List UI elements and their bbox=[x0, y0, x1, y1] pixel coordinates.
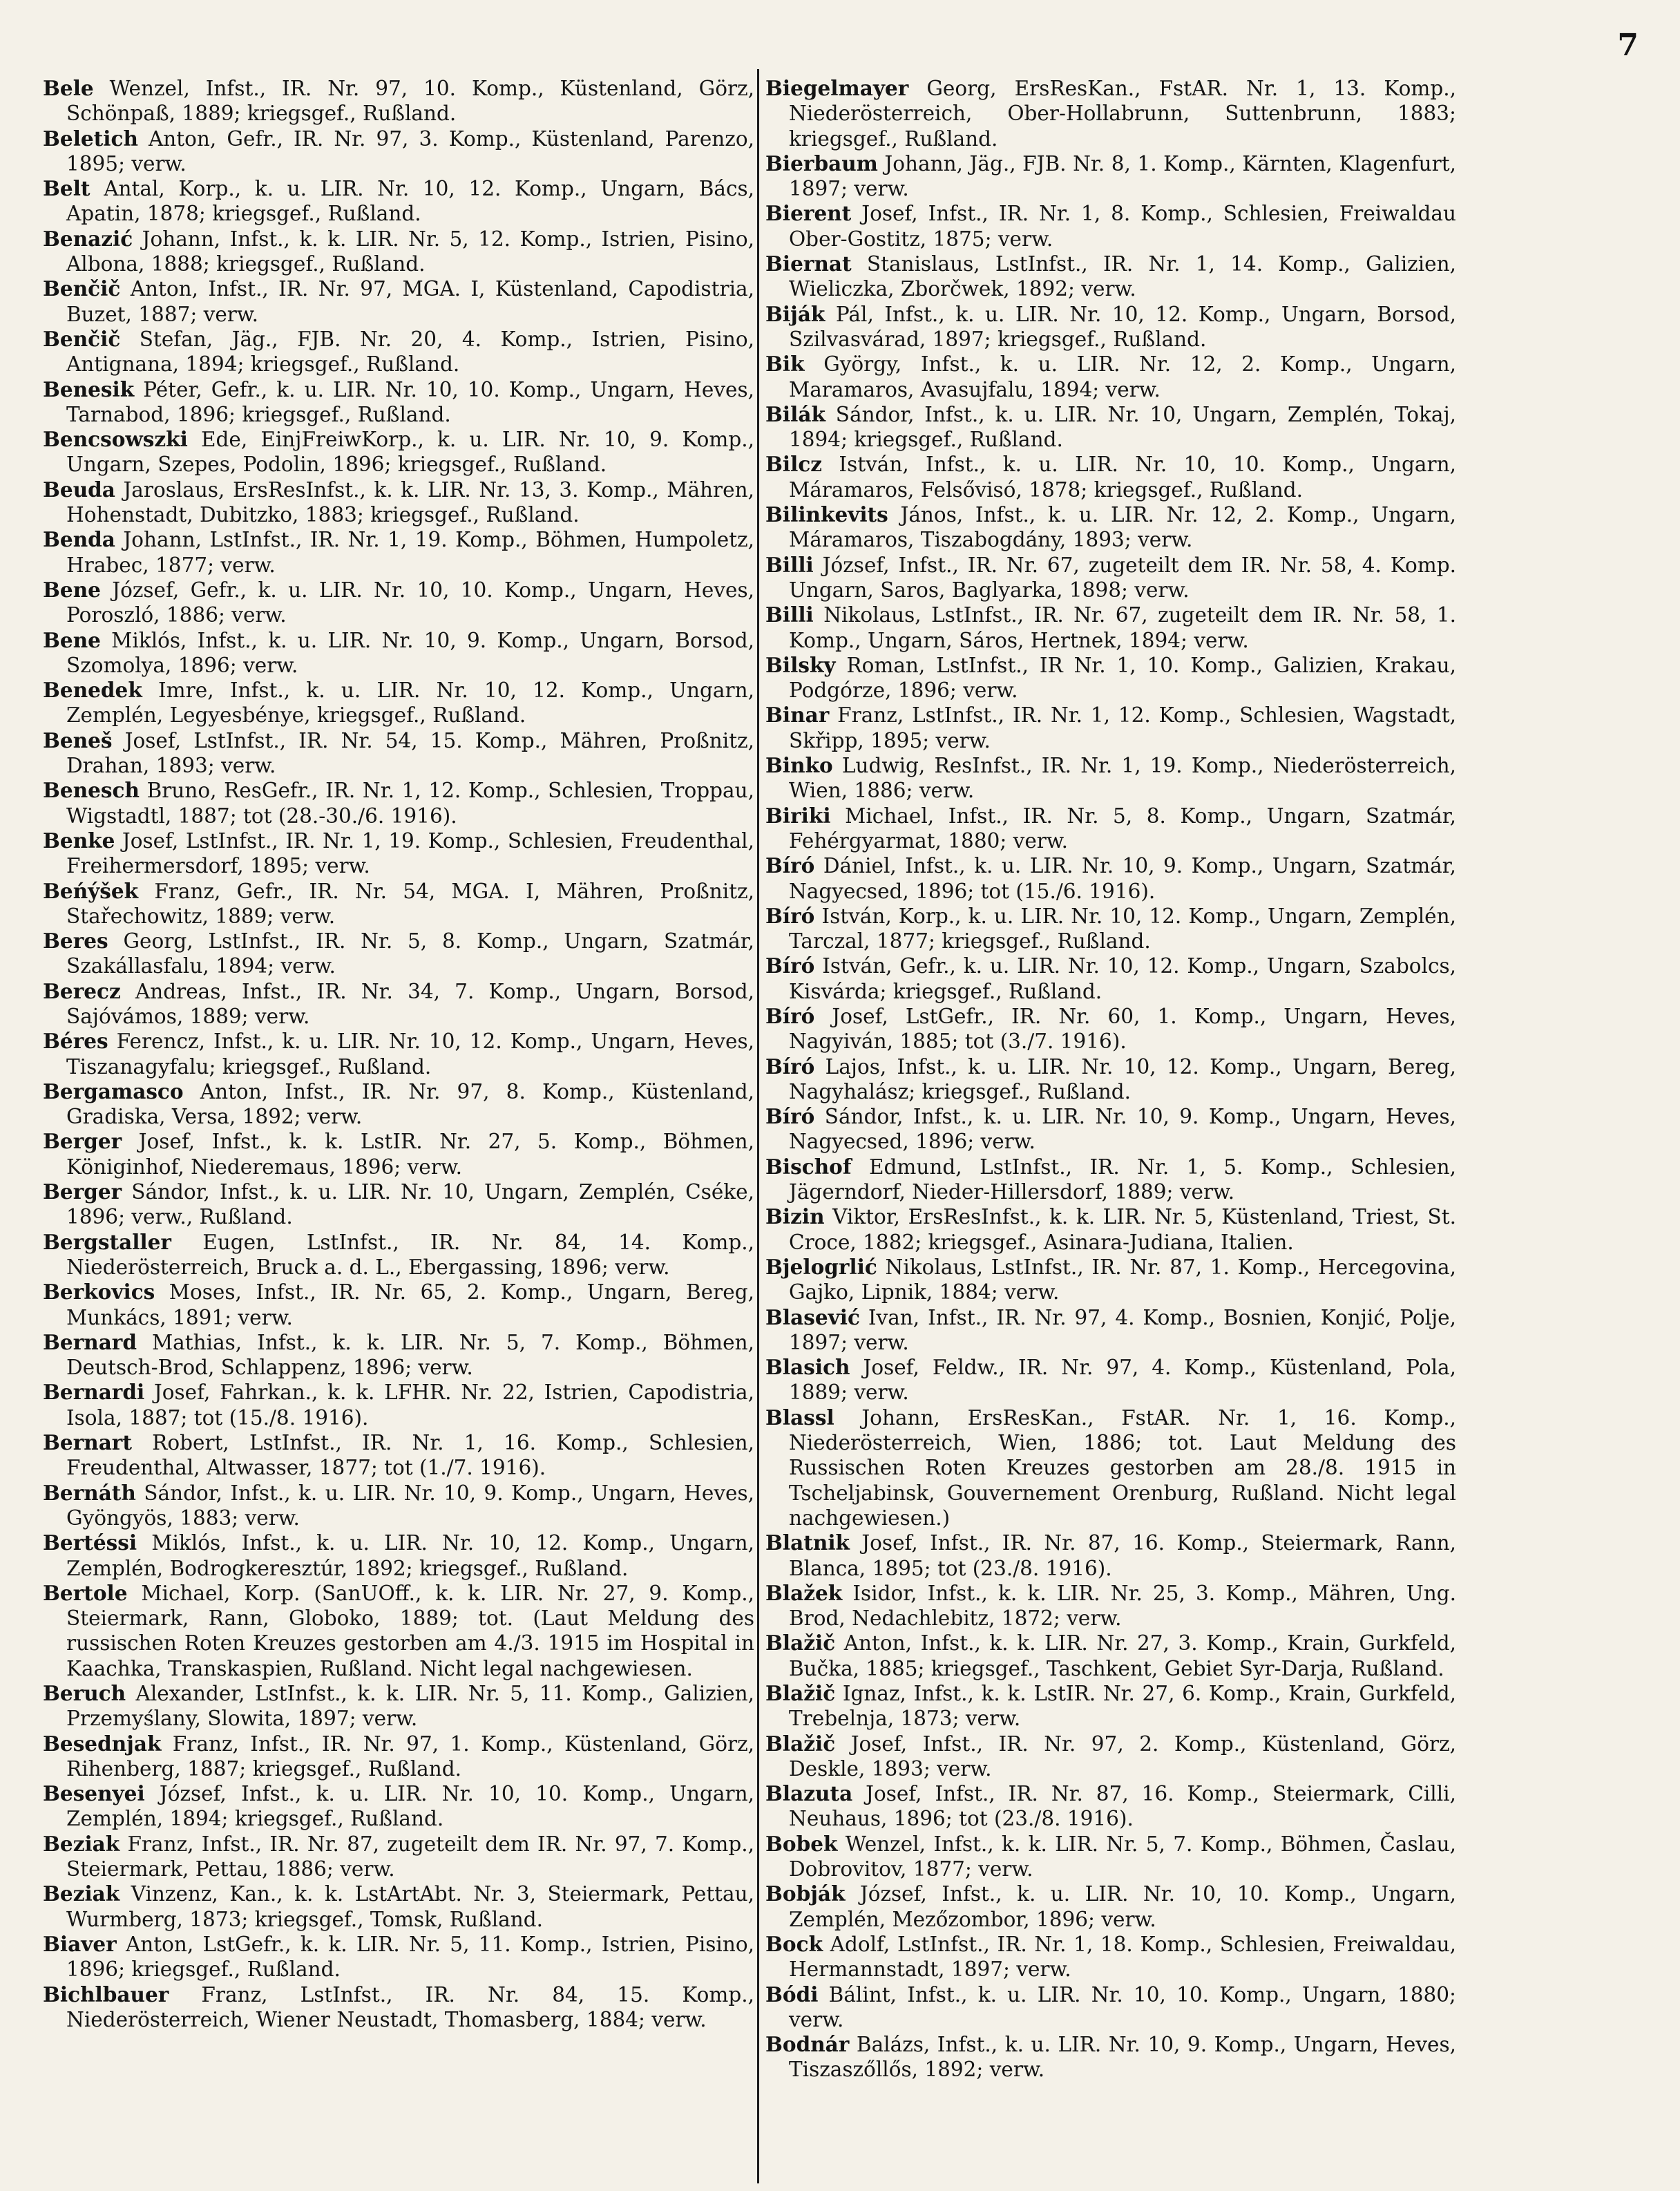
entry-surname: Bilinkevits bbox=[765, 502, 888, 527]
register-entry bbox=[765, 1204, 1456, 1255]
entry-details: Edmund, LstInfst., IR. Nr. 1, 5. Komp., Schlesien, Jägerndorf, Nieder-Hillersdorf, 1889; verw. bbox=[789, 1155, 1456, 1204]
entry-surname: Bencsowszki bbox=[43, 427, 188, 452]
register-entry bbox=[765, 452, 1456, 502]
register-entry bbox=[43, 1481, 754, 1531]
register-entry bbox=[765, 1004, 1456, 1054]
entry-surname: Bíró bbox=[765, 1003, 815, 1028]
register-entry bbox=[43, 126, 754, 177]
register-entry bbox=[43, 1881, 754, 1932]
entry-surname: Benda bbox=[43, 527, 115, 552]
entry-surname: Bene bbox=[43, 627, 101, 652]
entry-details: Ferencz, Infst., k. u. LIR. Nr. 10, 12. Komp., Ungarn, Heves, Tiszanagyfalu; kriegsgef., Rußland. bbox=[66, 1030, 754, 1079]
register-entry bbox=[765, 402, 1456, 453]
entry-details: Andreas, Infst., IR. Nr. 34, 7. Komp., Ungarn, Borsod, Sajóvámos, 1889; verw. bbox=[66, 979, 754, 1028]
entry-details: Imre, Infst., k. u. LIR. Nr. 10, 12. Komp., Ungarn, Zemplén, Legyesbénye, kriegsgef., Rußland. bbox=[66, 679, 754, 728]
entry-surname: Besednjak bbox=[43, 1731, 162, 1756]
entry-details: Moses, Infst., IR. Nr. 65, 2. Komp., Ungarn, Bereg, Munkács, 1891; verw. bbox=[66, 1280, 754, 1329]
entry-details: Stanislaus, LstInfst., IR. Nr. 1, 14. Komp., Galizien, Wieliczka, Zborčwek, 1892; verw. bbox=[789, 252, 1456, 301]
entry-details: József, Gefr., k. u. LIR. Nr. 10, 10. Komp., Ungarn, Heves, Poroszló, 1886; verw. bbox=[66, 578, 754, 627]
entry-details: Johann, LstInfst., IR. Nr. 1, 19. Komp., Böhmen, Humpoletz, Hrabec, 1877; verw. bbox=[66, 528, 754, 577]
entry-details: Georg, LstInfst., IR. Nr. 5, 8. Komp., Ungarn, Szatmár, Szakállasfalu, 1894; verw. bbox=[66, 929, 754, 978]
entry-details: Johann, Jäg., FJB. Nr. 8, 1. Komp., Kärnten, Klagenfurt, 1897; verw. bbox=[789, 151, 1456, 201]
entry-details: Eugen, LstInfst., IR. Nr. 84, 14. Komp., Niederösterreich, Bruck a. d. L., Ebergassing, 1896; verw. bbox=[66, 1230, 754, 1279]
entry-surname: Beuda bbox=[43, 477, 115, 502]
entry-details: Anton, LstGefr., k. k. LIR. Nr. 5, 11. Komp., Istrien, Pisino, 1896; kriegsgef., Rußland. bbox=[66, 1932, 754, 1982]
entry-details: Roman, LstInfst., IR Nr. 1, 10. Komp., Galizien, Krakau, Podgórze, 1896; verw. bbox=[789, 653, 1456, 703]
entry-surname: Beziak bbox=[43, 1831, 120, 1856]
entry-surname: Blatnik bbox=[765, 1530, 850, 1555]
register-entry bbox=[765, 201, 1456, 252]
entry-details: Josef, Infst., k. k. LstIR. Nr. 27, 5. Komp., Böhmen, Königinhof, Niederemaus, 1896; verw. bbox=[66, 1130, 754, 1179]
entry-details: József, Infst., k. u. LIR. Nr. 10, 10. Komp., Ungarn, Zemplén, Mezőzombor, 1896; verw. bbox=[789, 1882, 1456, 1931]
register-entry bbox=[43, 1079, 754, 1130]
entry-surname: Blažič bbox=[765, 1681, 836, 1705]
entry-details: Josef, Fahrkan., k. k. LFHR. Nr. 22, Istrien, Capodistria, Isola, 1887; tot (15./8. 1916). bbox=[66, 1381, 754, 1430]
register-entry bbox=[43, 1581, 754, 1681]
entry-surname: Bernardi bbox=[43, 1380, 145, 1405]
page-number: 7 bbox=[1617, 28, 1639, 63]
register-entry bbox=[43, 578, 754, 628]
entry-details: Mathias, Infst., k. k. LIR. Nr. 5, 7. Komp., Böhmen, Deutsch-Brod, Schlappenz, 1896; verw. bbox=[66, 1330, 754, 1380]
entry-details: Jaroslaus, ErsResInfst., k. k. LIR. Nr. 13, 3. Komp., Mähren, Hohenstadt, Dubitzko, 1883; kriegsgef., Rußland. bbox=[66, 477, 754, 527]
entry-surname: Biják bbox=[765, 301, 825, 326]
register-entry bbox=[43, 1129, 754, 1179]
register-entry bbox=[43, 1330, 754, 1381]
register-entry bbox=[765, 1932, 1456, 1982]
entry-surname: Bik bbox=[765, 352, 805, 377]
register-entry bbox=[765, 502, 1456, 553]
entry-surname: Blasević bbox=[765, 1305, 860, 1329]
entry-surname: Beneš bbox=[43, 728, 113, 752]
entry-surname: Bernáth bbox=[43, 1480, 136, 1505]
entry-surname: Bertéssi bbox=[43, 1530, 137, 1555]
entry-surname: Bierent bbox=[765, 201, 852, 226]
register-entry bbox=[765, 804, 1456, 854]
entry-surname: Benazić bbox=[43, 226, 133, 251]
register-entry bbox=[43, 1179, 754, 1230]
register-entry bbox=[765, 1631, 1456, 1681]
entry-surname: Biernat bbox=[765, 252, 852, 276]
entry-details: Michael, Infst., IR. Nr. 5, 8. Komp., Ungarn, Szatmár, Fehérgyarmat, 1880; verw. bbox=[789, 804, 1456, 853]
entry-surname: Berger bbox=[43, 1179, 122, 1204]
entry-surname: Bilák bbox=[765, 401, 825, 426]
register-entry bbox=[765, 252, 1456, 302]
register-entry bbox=[43, 1781, 754, 1832]
register-entry bbox=[765, 1054, 1456, 1105]
register-entry bbox=[765, 302, 1456, 352]
entry-details: Wenzel, Infst., IR. Nr. 97, 10. Komp., Küstenland, Görz, Schönpaß, 1889; kriegsgef., Rußland. bbox=[66, 77, 754, 126]
entry-surname: Blažič bbox=[765, 1731, 836, 1756]
entry-details: Miklós, Infst., k. u. LIR. Nr. 10, 9. Komp., Ungarn, Borsod, Szomolya, 1896; verw. bbox=[66, 628, 754, 677]
entry-details: Anton, Gefr., IR. Nr. 97, 3. Komp., Küstenland, Parenzo, 1895; verw. bbox=[66, 126, 754, 176]
entry-details: Stefan, Jäg., FJB. Nr. 20, 4. Komp., Istrien, Pisino, Antignana, 1894; kriegsgef., Rußland. bbox=[66, 327, 754, 377]
register-entry bbox=[765, 1881, 1456, 1932]
left-column bbox=[43, 76, 754, 2176]
entry-details: Péter, Gefr., k. u. LIR. Nr. 10, 10. Komp., Ungarn, Heves, Tarnabod, 1896; kriegsgef., Rußland. bbox=[66, 377, 754, 426]
register-entry bbox=[765, 853, 1456, 904]
entry-surname: Bernard bbox=[43, 1329, 137, 1354]
entry-details: Sándor, Infst., k. u. LIR. Nr. 10, Ungarn, Zemplén, Cséke, 1896; verw., Rußland. bbox=[66, 1180, 754, 1229]
entry-surname: Beres bbox=[43, 929, 108, 954]
register-entry bbox=[43, 728, 754, 779]
entry-surname: Bergstaller bbox=[43, 1229, 171, 1254]
entry-details: Bruno, ResGefr., IR. Nr. 1, 12. Komp., Schlesien, Troppau, Wigstadtl, 1887; tot (28.-30./6. 1916). bbox=[66, 779, 754, 828]
register-entry bbox=[765, 1405, 1456, 1530]
register-entry bbox=[43, 828, 754, 879]
entry-details: Josef, Feldw., IR. Nr. 97, 4. Komp., Küstenland, Pola, 1889; verw. bbox=[789, 1356, 1456, 1405]
register-entry bbox=[43, 1380, 754, 1430]
entry-surname: Besenyei bbox=[43, 1781, 145, 1806]
column-divider bbox=[757, 69, 759, 2183]
entry-details: József, Infst., k. u. LIR. Nr. 10, 10. Komp., Ungarn, Zemplén, 1894; kriegsgef., Rußland. bbox=[66, 1782, 754, 1831]
entry-details: Wenzel, Infst., k. k. LIR. Nr. 5, 7. Komp., Böhmen, Časlau, Dobrovitov, 1877; verw. bbox=[789, 1832, 1456, 1881]
entry-details: Alexander, LstInfst., k. k. LIR. Nr. 5, 11. Komp., Galizien, Przemyślany, Slowita, 1897; verw. bbox=[66, 1682, 754, 1731]
register-entry bbox=[43, 1732, 754, 1782]
entry-details: Ignaz, Infst., k. k. LstIR. Nr. 27, 6. Komp., Krain, Gurkfeld, Trebelnja, 1873; verw. bbox=[789, 1682, 1456, 1731]
register-entry bbox=[765, 753, 1456, 804]
entry-details: Franz, Infst., IR. Nr. 97, 1. Komp., Küstenland, Görz, Rihenberg, 1887; kriegsgef., Rußland. bbox=[66, 1732, 754, 1781]
register-entry bbox=[765, 2032, 1456, 2083]
register-entry bbox=[43, 1530, 754, 1581]
entry-surname: Beziak bbox=[43, 1881, 120, 1906]
entry-surname: Blassl bbox=[765, 1405, 834, 1430]
entry-surname: Bódi bbox=[765, 1982, 819, 2007]
entry-details: Josef, Infst., IR. Nr. 97, 2. Komp., Küstenland, Görz, Deskle, 1893; verw. bbox=[789, 1732, 1456, 1781]
entry-surname: Bertole bbox=[43, 1580, 128, 1605]
register-entry bbox=[43, 1029, 754, 1079]
entry-details: Dániel, Infst., k. u. LIR. Nr. 10, 9. Komp., Ungarn, Szatmár, Nagyecsed, 1896; tot (15./6. 1916). bbox=[789, 854, 1456, 903]
entry-details: Pál, Infst., k. u. LIR. Nr. 10, 12. Komp., Ungarn, Borsod, Szilvasvárad, 1897; kriegsgef., Rußland. bbox=[789, 302, 1456, 351]
register-entry bbox=[43, 1832, 754, 1882]
register-entry bbox=[43, 477, 754, 528]
entry-surname: Bergamasco bbox=[43, 1079, 184, 1103]
register-entry bbox=[43, 1230, 754, 1280]
entry-details: Ede, EinjFreiwKorp., k. u. LIR. Nr. 10, 9. Komp., Ungarn, Szepes, Podolin, 1896; kriegsgef., Rußland. bbox=[66, 428, 754, 477]
entry-surname: Binar bbox=[765, 703, 830, 728]
register-entry bbox=[43, 176, 754, 227]
entry-surname: Biriki bbox=[765, 803, 831, 828]
entry-surname: Binko bbox=[765, 753, 833, 778]
entry-surname: Bodnár bbox=[765, 2032, 850, 2057]
entry-surname: Benesik bbox=[43, 377, 135, 401]
register-entry bbox=[43, 979, 754, 1030]
register-entry bbox=[43, 778, 754, 828]
register-entry bbox=[765, 1832, 1456, 1882]
entry-surname: Bíró bbox=[765, 954, 815, 978]
entry-surname: Bierbaum bbox=[765, 151, 878, 176]
entry-surname: Beńýšek bbox=[43, 878, 139, 903]
entry-details: Sándor, Infst., k. u. LIR. Nr. 10, 9. Komp., Ungarn, Heves, Gyöngyös, 1883; verw. bbox=[66, 1481, 754, 1530]
entry-surname: Bobják bbox=[765, 1881, 846, 1906]
entry-details: Josef, LstGefr., IR. Nr. 60, 1. Komp., Ungarn, Heves, Nagyiván, 1885; tot (3./7. 1916). bbox=[789, 1004, 1456, 1054]
entry-details: Bálint, Infst., k. u. LIR. Nr. 10, 10. Komp., Ungarn, 1880; verw. bbox=[789, 1982, 1456, 2031]
entry-details: Anton, Infst., IR. Nr. 97, 8. Komp., Küstenland, Gradiska, Versa, 1892; verw. bbox=[66, 1079, 754, 1129]
register-entry bbox=[43, 427, 754, 477]
register-entry bbox=[765, 151, 1456, 202]
entry-details: István, Infst., k. u. LIR. Nr. 10, 10. Komp., Ungarn, Máramaros, Felsővisó, 1878; kriegsgef., Rußland. bbox=[789, 453, 1456, 502]
register-entry bbox=[765, 954, 1456, 1004]
entry-surname: Beletich bbox=[43, 126, 138, 151]
register-entry bbox=[43, 377, 754, 428]
entry-details: Michael, Korp. (SanUOff., k. k. LIR. Nr. 27, 9. Komp., Steiermark, Rann, Globoko, 1889; tot. (Laut Meldung des russischen Roten Kreuzes gestorben am 4./3. 1915 im Hospital in Kaachka, Transkaspien, Rußland. Nicht legal nachgewiesen. bbox=[66, 1581, 754, 1680]
entry-details: Miklós, Infst., k. u. LIR. Nr. 10, 12. Komp., Ungarn, Zemplén, Bodrogkeresztúr, 1892; kriegsgef., Rußland. bbox=[66, 1531, 754, 1580]
entry-surname: Bíró bbox=[765, 1054, 815, 1079]
register-entry bbox=[43, 76, 754, 126]
register-entry bbox=[43, 327, 754, 377]
entry-surname: Bizin bbox=[765, 1204, 825, 1229]
entry-surname: Benke bbox=[43, 828, 115, 853]
entry-surname: Bjelogrlić bbox=[765, 1254, 877, 1279]
entry-surname: Benesch bbox=[43, 778, 140, 803]
right-column bbox=[765, 76, 1456, 2176]
register-entry bbox=[43, 879, 754, 929]
entry-surname: Berger bbox=[43, 1129, 122, 1154]
entry-details: Franz, Gefr., IR. Nr. 54, MGA. I, Mähren, Proßnitz, Stařechowitz, 1889; verw. bbox=[66, 879, 754, 928]
entry-details: Nikolaus, LstInfst., IR. Nr. 87, 1. Komp., Hercegovina, Gajko, Lipnik, 1884; verw. bbox=[789, 1255, 1456, 1305]
entry-details: Josef, LstInfst., IR. Nr. 1, 19. Komp., Schlesien, Freudenthal, Freihermersdorf, 1895; verw. bbox=[66, 828, 754, 878]
register-entry bbox=[43, 628, 754, 679]
entry-details: Georg, ErsResKan., FstAR. Nr. 1, 13. Komp., Niederösterreich, Ober-Hollabrunn, Suttenbrunn, 1883; kriegsgef., Rußland. bbox=[789, 77, 1456, 151]
entry-surname: Bilcz bbox=[765, 452, 823, 477]
entry-surname: Biegelmayer bbox=[765, 76, 909, 100]
register-entry bbox=[765, 603, 1456, 653]
entry-surname: Blažek bbox=[765, 1580, 843, 1605]
register-entry bbox=[43, 1280, 754, 1330]
entry-details: Ivan, Infst., IR. Nr. 97, 4. Komp., Bosnien, Konjić, Polje, 1897; verw. bbox=[789, 1305, 1456, 1354]
entry-surname: Blažič bbox=[765, 1631, 836, 1656]
register-entry bbox=[765, 352, 1456, 402]
entry-surname: Benedek bbox=[43, 678, 142, 703]
entry-surname: Berecz bbox=[43, 978, 121, 1003]
entry-surname: Bíró bbox=[765, 903, 815, 928]
entry-details: Balázs, Infst., k. u. LIR. Nr. 10, 9. Komp., Ungarn, Heves, Tiszaszőllős, 1892; verw. bbox=[789, 2033, 1456, 2082]
entry-surname: Bichlbauer bbox=[43, 1982, 169, 2007]
entry-surname: Berkovics bbox=[43, 1280, 155, 1305]
register-entry bbox=[43, 276, 754, 327]
register-entry bbox=[765, 904, 1456, 954]
register-entry bbox=[43, 929, 754, 979]
register-entry bbox=[765, 1255, 1456, 1305]
register-entry bbox=[765, 1781, 1456, 1832]
entry-details: Vinzenz, Kan., k. k. LstArtAbt. Nr. 3, Steiermark, Pettau, Wurmberg, 1873; kriegsgef., Tomsk, Rußland. bbox=[66, 1882, 754, 1931]
register-entry bbox=[765, 76, 1456, 151]
entry-details: Anton, Infst., IR. Nr. 97, MGA. I, Küstenland, Capodistria, Buzet, 1887; verw. bbox=[66, 277, 754, 326]
entry-details: Isidor, Infst., k. k. LIR. Nr. 25, 3. Komp., Mähren, Ung. Brod, Nedachlebitz, 1872; verw. bbox=[789, 1581, 1456, 1631]
entry-details: Johann, ErsResKan., FstAR. Nr. 1, 16. Komp., Niederösterreich, Wien, 1886; tot. Laut Meldung des Russischen Roten Kreuzes gestorben am 28./8. 1915 in Tscheljabinsk, Gouvernement Orenburg, Rußland. Nicht legal nachgewiesen.) bbox=[789, 1405, 1456, 1530]
register-entry bbox=[43, 1932, 754, 1982]
entry-surname: Billi bbox=[765, 552, 814, 577]
register-entry bbox=[765, 1355, 1456, 1405]
entry-details: János, Infst., k. u. LIR. Nr. 12, 2. Komp., Ungarn, Máramaros, Tiszabogdány, 1893; verw. bbox=[789, 503, 1456, 552]
entry-details: Robert, LstInfst., IR. Nr. 1, 16. Komp., Schlesien, Freudenthal, Altwasser, 1877; tot (1./7. 1916). bbox=[66, 1431, 754, 1480]
register-entry bbox=[765, 1104, 1456, 1155]
entry-details: Antal, Korp., k. u. LIR. Nr. 10, 12. Komp., Ungarn, Bács, Apatin, 1878; kriegsgef., Rußland. bbox=[66, 177, 754, 226]
entry-surname: Bíró bbox=[765, 853, 815, 878]
entry-surname: Benčič bbox=[43, 326, 121, 351]
entry-surname: Bilsky bbox=[765, 652, 836, 677]
entry-surname: Béres bbox=[43, 1029, 108, 1054]
register-entry bbox=[765, 1581, 1456, 1631]
register-entry bbox=[43, 1681, 754, 1732]
register-entry bbox=[43, 227, 754, 277]
register-entry bbox=[765, 1732, 1456, 1782]
entry-details: György, Infst., k. u. LIR. Nr. 12, 2. Komp., Ungarn, Maramaros, Avasujfalu, 1894; verw. bbox=[789, 352, 1456, 401]
register-entry bbox=[765, 1681, 1456, 1732]
entry-details: Josef, Infst., IR. Nr. 87, 16. Komp., Steiermark, Cilli, Neuhaus, 1896; tot (23./8. 1916). bbox=[789, 1782, 1456, 1831]
entry-details: Sándor, Infst., k. u. LIR. Nr. 10, 9. Komp., Ungarn, Heves, Nagyecsed, 1896; verw. bbox=[789, 1105, 1456, 1154]
entry-surname: Bobek bbox=[765, 1831, 838, 1856]
entry-surname: Bischof bbox=[765, 1154, 852, 1179]
entry-surname: Bene bbox=[43, 577, 101, 602]
register-entry bbox=[765, 1982, 1456, 2033]
entry-details: Adolf, LstInfst., IR. Nr. 1, 18. Komp., Schlesien, Freiwaldau, Hermannstadt, 1897; verw. bbox=[789, 1932, 1456, 1982]
entry-details: Josef, LstInfst., IR. Nr. 54, 15. Komp., Mähren, Proßnitz, Drahan, 1893; verw. bbox=[66, 728, 754, 778]
entry-details: Franz, Infst., IR. Nr. 87, zugeteilt dem IR. Nr. 97, 7. Komp., Steiermark, Pettau, 1886; verw. bbox=[66, 1832, 754, 1881]
entry-details: Franz, LstInfst., IR. Nr. 84, 15. Komp., Niederösterreich, Wiener Neustadt, Thomasberg, 1884; verw. bbox=[66, 1982, 754, 2031]
register-entry bbox=[765, 1530, 1456, 1581]
entry-surname: Beruch bbox=[43, 1681, 126, 1705]
entry-details: Sándor, Infst., k. u. LIR. Nr. 10, Ungarn, Zemplén, Tokaj, 1894; kriegsgef., Rußland. bbox=[789, 402, 1456, 452]
entry-details: Lajos, Infst., k. u. LIR. Nr. 10, 12. Komp., Ungarn, Bereg, Nagyhalász; kriegsgef., Rußland. bbox=[789, 1054, 1456, 1103]
entry-details: Viktor, ErsResInfst., k. k. LIR. Nr. 5, Küstenland, Triest, St. Croce, 1882; kriegsgef., Asinara-Judiana, Italien. bbox=[789, 1205, 1456, 1254]
register-entry bbox=[765, 1155, 1456, 1205]
entry-details: Nikolaus, LstInfst., IR. Nr. 67, zugeteilt dem IR. Nr. 58, 1. Komp., Ungarn, Sáros, Hertnek, 1894; verw. bbox=[789, 603, 1456, 652]
register-entry bbox=[43, 678, 754, 728]
register-entry bbox=[43, 1982, 754, 2033]
entry-details: István, Korp., k. u. LIR. Nr. 10, 12. Komp., Ungarn, Zemplén, Tarczal, 1877; kriegsgef., Rußland. bbox=[789, 904, 1456, 954]
entry-details: Josef, Infst., IR. Nr. 1, 8. Komp., Schlesien, Freiwaldau Ober-Gostitz, 1875; verw. bbox=[789, 202, 1456, 251]
register-entry bbox=[765, 703, 1456, 753]
entry-surname: Blazuta bbox=[765, 1781, 853, 1806]
register-entry bbox=[43, 1430, 754, 1481]
register-entry bbox=[43, 527, 754, 578]
register-entry bbox=[765, 653, 1456, 703]
entry-surname: Biaver bbox=[43, 1931, 117, 1956]
entry-surname: Bock bbox=[765, 1931, 823, 1956]
entry-surname: Belt bbox=[43, 176, 90, 201]
entry-surname: Bernart bbox=[43, 1430, 132, 1455]
register-entry bbox=[765, 1305, 1456, 1356]
entry-surname: Benčič bbox=[43, 276, 121, 301]
entry-surname: Bele bbox=[43, 76, 94, 100]
entry-details: Ludwig, ResInfst., IR. Nr. 1, 19. Komp., Niederösterreich, Wien, 1886; verw. bbox=[789, 754, 1456, 803]
entry-details: Johann, Infst., k. k. LIR. Nr. 5, 12. Komp., Istrien, Pisino, Albona, 1888; kriegsgef., Rußland. bbox=[66, 227, 754, 276]
entry-details: Franz, LstInfst., IR. Nr. 1, 12. Komp., Schlesien, Wagstadt, Skřipp, 1895; verw. bbox=[789, 703, 1456, 752]
entry-details: Anton, Infst., k. k. LIR. Nr. 27, 3. Komp., Krain, Gurkfeld, Bučka, 1885; kriegsgef., Taschkent, Gebiet Syr-Darja, Rußland. bbox=[789, 1631, 1456, 1680]
entry-surname: Billi bbox=[765, 603, 814, 627]
register-entry bbox=[765, 553, 1456, 603]
entry-surname: Bíró bbox=[765, 1104, 815, 1129]
entry-details: István, Gefr., k. u. LIR. Nr. 10, 12. Komp., Ungarn, Szabolcs, Kisvárda; kriegsgef., Rußland. bbox=[789, 954, 1456, 1003]
entry-details: Josef, Infst., IR. Nr. 87, 16. Komp., Steiermark, Rann, Blanca, 1895; tot (23./8. 1916). bbox=[789, 1531, 1456, 1580]
entry-surname: Blasich bbox=[765, 1355, 850, 1380]
entry-details: József, Infst., IR. Nr. 67, zugeteilt dem IR. Nr. 58, 4. Komp. Ungarn, Saros, Baglyarka, 1898; verw. bbox=[789, 553, 1456, 602]
